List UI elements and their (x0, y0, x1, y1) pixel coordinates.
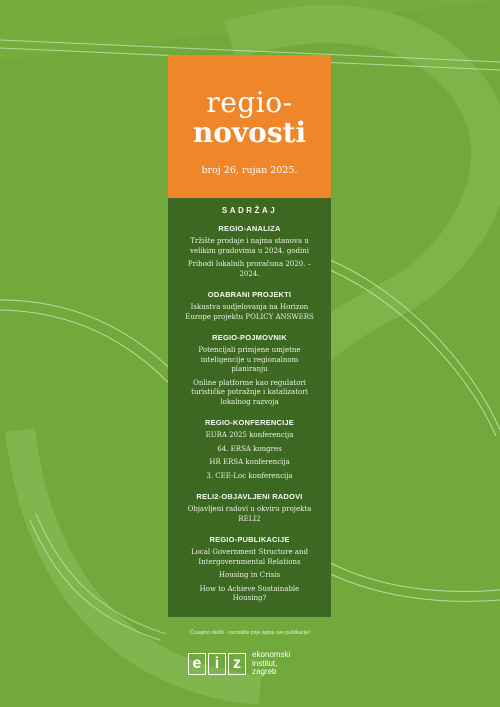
toc-item[interactable]: How to Achieve Sustainable Housing? (199, 584, 300, 602)
toc-item[interactable]: Prihodi lokalnih proračuna 2020. – 2024. (187, 260, 312, 278)
section-title: RELI2-OBJAVLJENI RADOVI (196, 492, 303, 501)
title-line-2: novosti (192, 116, 307, 149)
toc-item[interactable]: Housing in Crisis (218, 571, 281, 579)
masthead (168, 55, 331, 198)
logo-letter-z: z (228, 653, 246, 675)
logo-letter-e: e (188, 653, 206, 675)
cover-panel (168, 55, 331, 617)
toc-item[interactable]: Objavljeni radovi u okviru projekta RELI2 (187, 505, 312, 523)
toc-heading: SADRŽAJ (221, 206, 278, 215)
issue-info: broj 26, rujan 2025. (201, 165, 298, 176)
toc-item[interactable]: Online platforme kao regulatori turističke potražnje i katalizatori lokalnog razvoja (191, 378, 308, 406)
section-title: REGIO-POJMOVNIK (212, 333, 287, 342)
toc-section-odabrani-projekti (168, 290, 331, 322)
toc-item[interactable]: EURA 2025 konferencija (205, 431, 294, 439)
toc-section-reli2 (168, 492, 331, 524)
logo-text-line-1: ekonomski (252, 650, 291, 660)
section-title: REGIO-ANALIZA (218, 224, 281, 233)
toc-section-regio-pojmovnik (168, 333, 331, 407)
toc-section-regio-analiza (168, 224, 331, 279)
toc-item[interactable]: 3. CEE-Loc konferencija (206, 471, 293, 480)
toc-item[interactable]: Potencijali primjene umjetne inteligencije u regionalnom planiranju (198, 346, 301, 373)
section-title: REGIO-PUBLIKACIJE (209, 535, 290, 544)
table-of-contents (168, 198, 331, 617)
logo-text-line-2: institut, (252, 658, 278, 668)
section-title: ODABRANI PROJEKTI (207, 290, 292, 299)
toc-section-regio-konferencije (168, 418, 331, 481)
toc-item[interactable]: 64. ERSA kongres (217, 444, 282, 453)
logo-text (252, 651, 290, 677)
title-line-1: regio- (206, 86, 293, 119)
toc-item[interactable]: HR ERSA konferencija (209, 458, 290, 466)
eiz-logo[interactable] (188, 649, 290, 679)
section-title: REGIO-KONFERENCIJE (204, 418, 295, 427)
environment-note: Čuvajmo okoliš - razmislite prije ispisa ove publikacije! (189, 630, 311, 636)
toc-item[interactable]: Tržište prodaje i najma stanova u velikim gradovima u 2024. godini (189, 237, 309, 255)
logo-letter-i: i (208, 653, 226, 675)
toc-item[interactable]: Local Government Structure and Intergovernmental Relations (190, 548, 309, 566)
toc-item[interactable]: Iskustva sudjelovanja na Horizon Europe projektu POLICY ANSWERS (185, 303, 314, 321)
toc-section-regio-publikacije (168, 535, 331, 604)
logo-text-line-3: zagreb (252, 667, 277, 677)
